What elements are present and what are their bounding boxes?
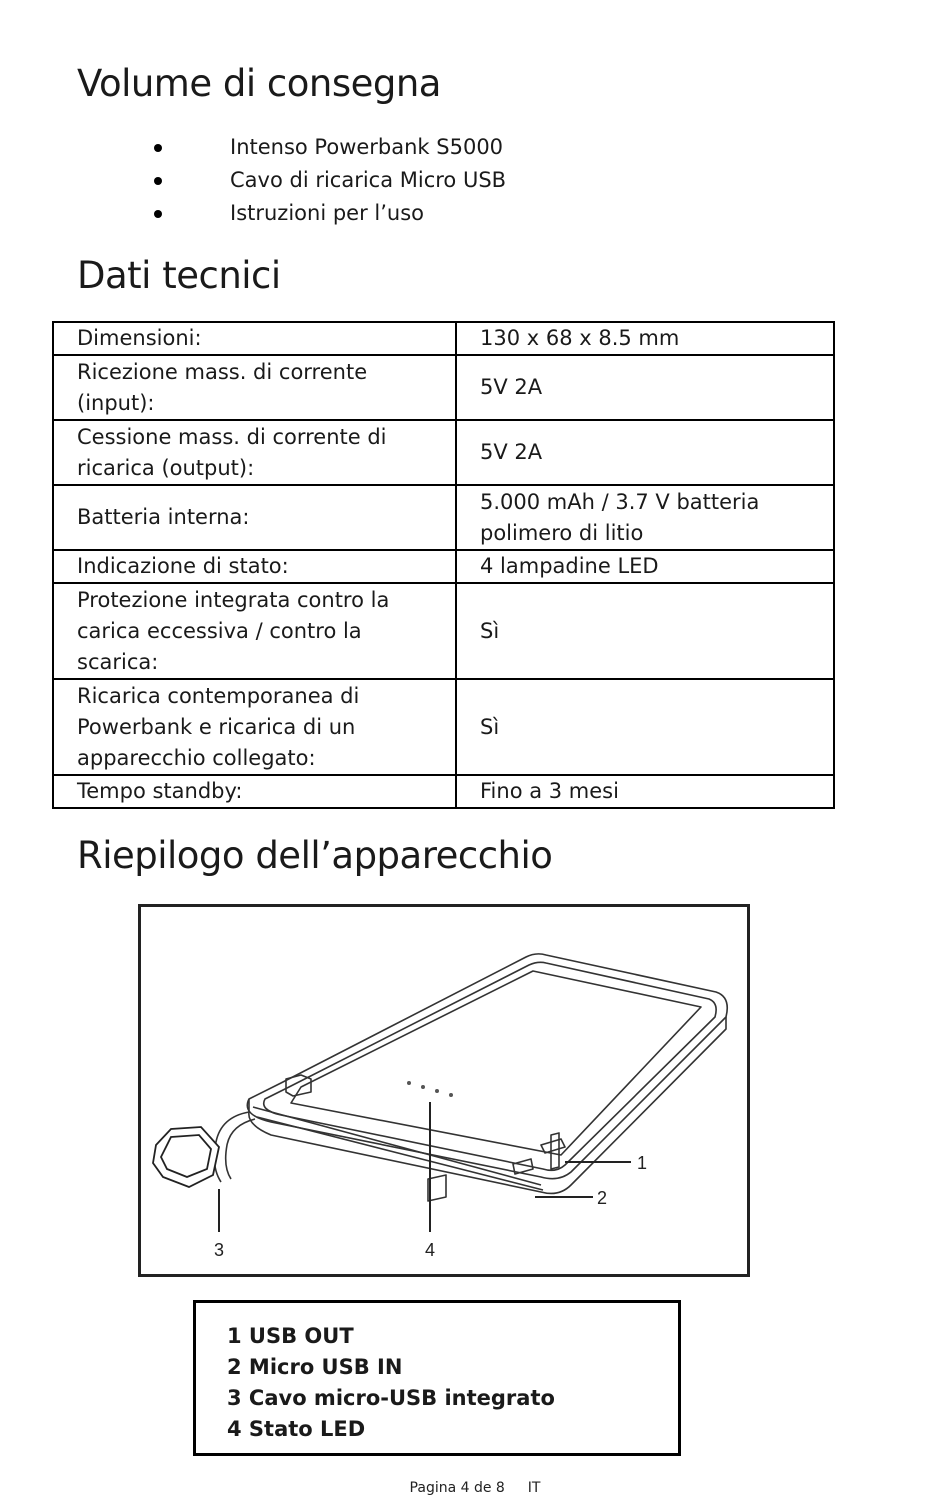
table-row: [53, 775, 834, 808]
page-number: Pagina 4 de 8: [409, 1480, 505, 1496]
led-dots: [407, 1081, 453, 1097]
section-title-overview: Riepilogo dell’apparecchio: [77, 834, 553, 877]
bullet-icon: [154, 177, 162, 185]
table-row: [53, 679, 834, 775]
spec-key: Protezione integrata contro la carica eccessiva / contro la scarica:: [53, 583, 456, 679]
language-code: IT: [527, 1480, 541, 1496]
callout-4: 4: [425, 1240, 436, 1260]
table-row: [53, 420, 834, 485]
legend-box: [193, 1300, 681, 1456]
powerbank-body: [214, 954, 727, 1201]
section-title-technical: Dati tecnici: [77, 254, 281, 297]
legend-item: 2 Micro USB IN: [227, 1355, 403, 1379]
legend-item: 1 USB OUT: [227, 1324, 354, 1348]
list-item: Intenso Powerbank S5000: [150, 131, 506, 164]
spec-key: Ricezione mass. di corrente (input):: [53, 355, 456, 420]
table-row: [53, 583, 834, 679]
spec-key: Indicazione di stato:: [53, 550, 456, 583]
spec-table: [52, 321, 835, 809]
table-row: [53, 322, 834, 355]
spec-key: Ricarica contemporanea di Powerbank e ricarica di un apparecchio collegato:: [53, 679, 456, 775]
spec-value: 5V 2A: [456, 355, 834, 420]
spec-value: 130 x 68 x 8.5 mm: [456, 322, 834, 355]
section-title-delivery: Volume di consegna: [77, 62, 441, 105]
legend-item: 4 Stato LED: [227, 1417, 366, 1441]
spec-key: Batteria interna:: [53, 485, 456, 550]
powerbank-illustration: [141, 907, 747, 1274]
spec-key: Tempo standby:: [53, 775, 456, 808]
callout-1: 1: [637, 1153, 648, 1173]
spec-value: 5V 2A: [456, 420, 834, 485]
bullet-icon: [154, 210, 162, 218]
spec-key: Dimensioni:: [53, 322, 456, 355]
device-figure: [138, 904, 750, 1277]
delivery-list: [150, 131, 506, 230]
list-item: Istruzioni per l’uso: [150, 197, 506, 230]
bullet-icon: [154, 144, 162, 152]
table-row: [53, 485, 834, 550]
page-footer: [0, 1480, 950, 1496]
table-row: [53, 550, 834, 583]
spec-value: 4 lampadine LED: [456, 550, 834, 583]
spec-value: 5.000 mAh / 3.7 V batteria polimero di litio: [456, 485, 834, 550]
spec-value: Sì: [456, 679, 834, 775]
list-item: Cavo di ricarica Micro USB: [150, 164, 506, 197]
spec-key: Cessione mass. di corrente di ricarica (output):: [53, 420, 456, 485]
callout-3: 3: [214, 1240, 225, 1260]
spec-value: Fino a 3 mesi: [456, 775, 834, 808]
table-row: [53, 355, 834, 420]
spec-value: Sì: [456, 583, 834, 679]
legend-item: 3 Cavo micro-USB integrato: [227, 1386, 555, 1410]
callout-2: 2: [597, 1188, 608, 1208]
micro-usb-plug: [153, 1127, 219, 1187]
